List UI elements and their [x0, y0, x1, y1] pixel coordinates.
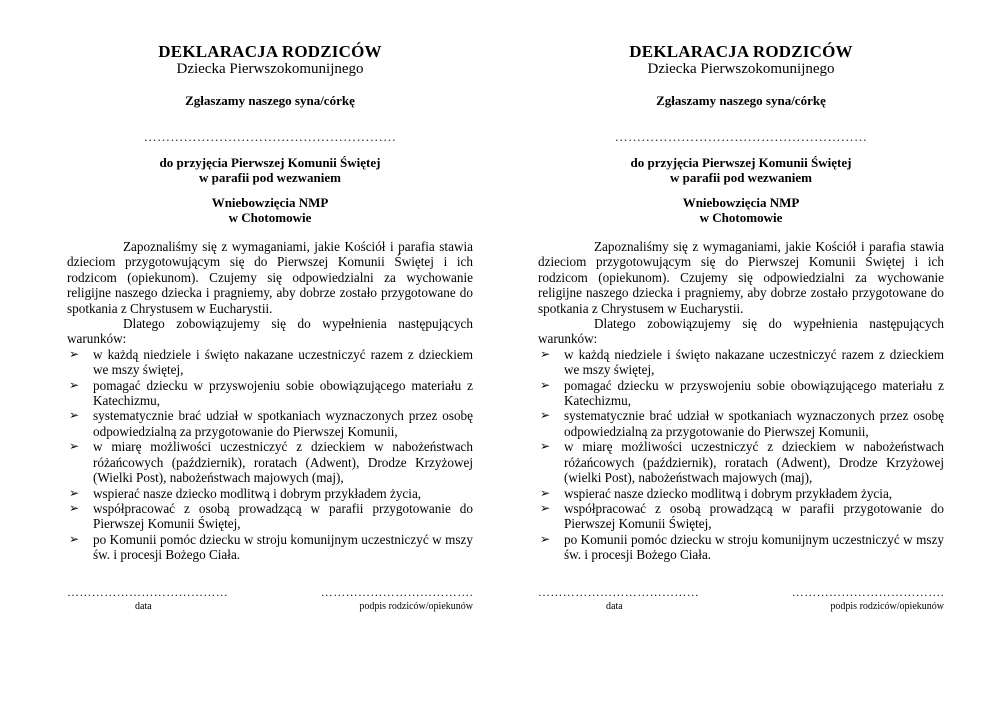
arrow-bullet-icon: ➢	[539, 377, 551, 392]
arrow-bullet-icon: ➢	[539, 531, 551, 546]
arrow-bullet-icon: ➢	[68, 531, 80, 546]
date-field[interactable]: …………………………………	[67, 584, 229, 599]
signature-area	[538, 585, 944, 625]
arrow-bullet-icon: ➢	[68, 377, 80, 392]
purpose-line-2: w parafii pod wezwaniem	[670, 170, 812, 185]
arrow-bullet-icon: ➢	[68, 408, 80, 423]
declaration-title: DEKLARACJA RODZICÓW	[629, 42, 853, 61]
parents-signature-field[interactable]: ……………………………….	[791, 584, 944, 599]
child-name-field[interactable]: …………………………………………………	[143, 129, 397, 144]
purpose-line-2: w parafii pod wezwaniem	[199, 170, 341, 185]
arrow-bullet-icon: ➢	[68, 346, 80, 361]
parents-signature-field[interactable]: ……………………………….	[320, 584, 473, 599]
parish-name: Wniebowzięcia NMP	[682, 195, 800, 210]
conditions-list	[538, 347, 944, 563]
arrow-bullet-icon: ➢	[68, 500, 80, 515]
arrow-bullet-icon: ➢	[539, 485, 551, 500]
declaration-right	[538, 42, 944, 625]
declaration-left	[67, 42, 473, 625]
parents-signature-caption: podpis rodziców/opiekunów	[359, 600, 473, 612]
condition-item: ➢ współpracować z osobą prowadzącą w parafii przygotowanie do Pierwszej Komunii Świętej,	[539, 500, 944, 532]
signature-area	[67, 585, 473, 625]
condition-item: ➢ systematycznie brać udział w spotkaniach wyznaczonych przez osobę odpowiedzialną za przygotowanie do Pierwszej Komunii,	[68, 408, 473, 439]
condition-item: ➢ systematycznie brać udział w spotkaniach wyznaczonych przez osobę odpowiedzialną za przygotowanie do Pierwszej Komunii,	[539, 408, 944, 439]
arrow-bullet-icon: ➢	[539, 408, 551, 423]
condition-item: ➢ wspierać nasze dziecko modlitwą i dobrym przykładem życia,	[539, 485, 893, 501]
condition-item: ➢ po Komunii pomóc dziecku w stroju komunijnym uczestniczyć w mszy św. i procesji Bożego Ciała.	[68, 531, 473, 563]
declaration-paragraph-2: Dlatego zobowiązujemy się do wypełnienia następujących warunków:	[538, 316, 944, 347]
declaration-paragraph-1: Zapoznaliśmy się z wymaganiami, jakie Kościół i parafia stawia dzieciom przygotowującym się do Pierwszej Komunii Świętej i ich rodzicom (opiekunom). Czujemy się odpowiedzialni za wychowanie religijne naszego dziecka i pragniemy, aby dobrze zostało przygotowane do spotkania z Chrystusem w Eucharystii.	[67, 239, 473, 316]
declaration-paragraph-2: Dlatego zobowiązujemy się do wypełnienia następujących warunków:	[67, 316, 473, 347]
condition-item: ➢ w miarę możliwości uczestniczyć z dzieckiem w nabożeństwach różańcowych (październik), roratach (Adwent), Drodze Krzyżowej (wielki Post), nabożeństwach majowych (maj),	[539, 439, 944, 486]
parish-name: Wniebowzięcia NMP	[211, 195, 329, 210]
purpose-line-1: do przyjęcia Pierwszej Komunii Świętej	[159, 155, 381, 170]
conditions-list	[67, 347, 473, 563]
condition-item: ➢ po Komunii pomóc dziecku w stroju komunijnym uczestniczyć w mszy św. i procesji Bożego Ciała.	[539, 531, 944, 563]
condition-item: ➢ pomagać dziecku w przyswojeniu sobie obowiązującego materiału z Katechizmu,	[539, 377, 944, 409]
condition-item: ➢ współpracować z osobą prowadzącą w parafii przygotowanie do Pierwszej Komunii Świętej,	[68, 500, 473, 532]
condition-item: ➢ wspierać nasze dziecko modlitwą i dobrym przykładem życia,	[68, 485, 422, 501]
parish-location: w Chotomowie	[699, 210, 783, 225]
arrow-bullet-icon: ➢	[68, 485, 80, 500]
declaration-paragraph-1: Zapoznaliśmy się z wymaganiami, jakie Kościół i parafia stawia dzieciom przygotowującym się do Pierwszej Komunii Świętej i ich rodzicom (opiekunom). Czujemy się odpowiedzialni za wychowanie religijne naszego dziecka i pragniemy, aby dobrze zostało przygotowane do spotkania z Chrystusem w Eucharystii.	[538, 239, 944, 316]
purpose-line-1: do przyjęcia Pierwszej Komunii Świętej	[630, 155, 852, 170]
arrow-bullet-icon: ➢	[539, 439, 551, 454]
condition-item: ➢ pomagać dziecku w przyswojeniu sobie obowiązującego materiału z Katechizmu,	[68, 377, 473, 409]
condition-item: ➢ w miarę możliwości uczestniczyć z dzieckiem w nabożeństwach różańcowych (październik), roratach (Adwent), Drodze Krzyżowej (Wielki Post), nabożeństwach majowych (maj),	[68, 439, 473, 486]
date-field[interactable]: …………………………………	[538, 584, 700, 599]
parents-signature-caption: podpis rodziców/opiekunów	[830, 600, 944, 612]
condition-item: ➢ w każdą niedziele i święto nakazane uczestniczyć razem z dzieckiem we mszy świętej,	[68, 346, 473, 378]
condition-item: ➢ w każdą niedziele i święto nakazane uczestniczyć razem z dzieckiem we mszy świętej,	[539, 346, 944, 378]
declaration-subtitle: Dziecka Pierwszokomunijnego	[647, 61, 835, 77]
date-caption: data	[135, 600, 152, 612]
arrow-bullet-icon: ➢	[539, 346, 551, 361]
declaration-subtitle: Dziecka Pierwszokomunijnego	[176, 61, 364, 77]
date-caption: data	[606, 600, 623, 612]
parish-location: w Chotomowie	[228, 210, 312, 225]
intro-line: Zgłaszamy naszego syna/córkę	[185, 93, 355, 108]
arrow-bullet-icon: ➢	[539, 500, 551, 515]
child-name-field[interactable]: …………………………………………………	[614, 129, 868, 144]
intro-line: Zgłaszamy naszego syna/córkę	[656, 93, 826, 108]
declaration-title: DEKLARACJA RODZICÓW	[158, 42, 382, 61]
arrow-bullet-icon: ➢	[68, 439, 80, 454]
